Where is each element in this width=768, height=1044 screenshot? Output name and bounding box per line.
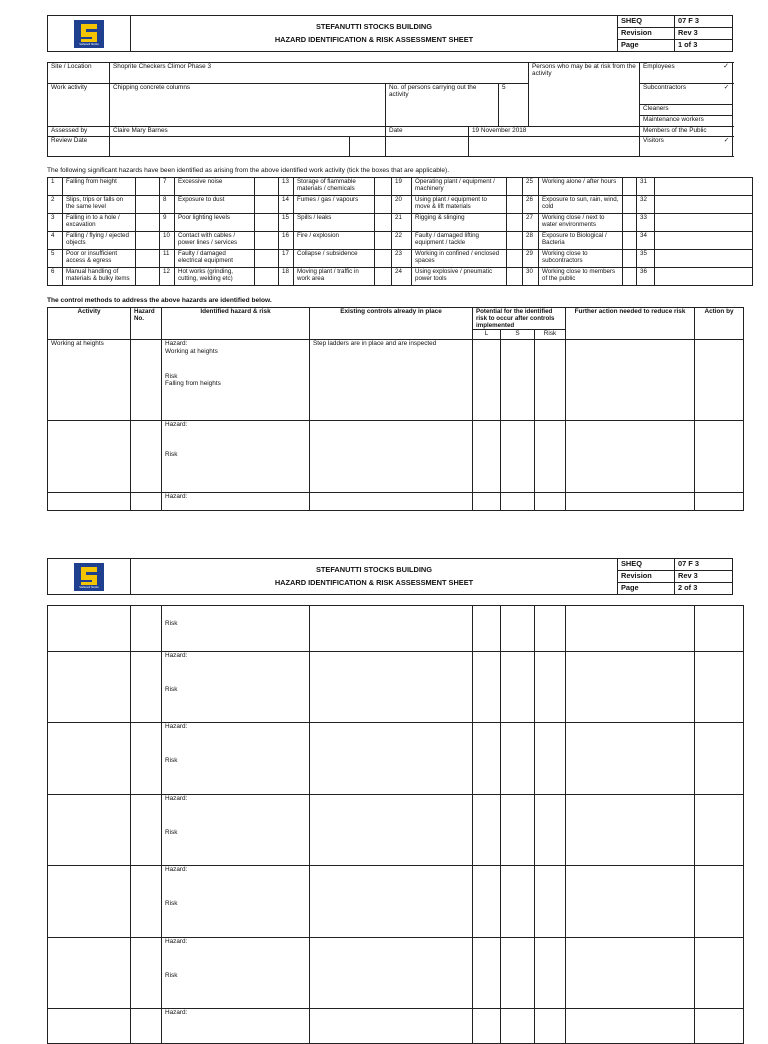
hazard-label: Hazard: (165, 652, 188, 659)
hazard-label (655, 196, 753, 214)
risk-label: Risk (165, 972, 178, 980)
sheq-value: 07 F 3 (675, 16, 733, 28)
hazard-label: Faulty / damaged lifting equipment / tackle (412, 232, 507, 250)
page1-header (47, 15, 733, 52)
hazard-number: 7 (160, 178, 175, 196)
hazard-number: 28 (523, 232, 539, 250)
hazard-checkbox[interactable] (623, 268, 637, 286)
hazard-checklist (47, 177, 753, 286)
col-further: Further action needed to reduce risk (566, 308, 695, 340)
hazard-number: 15 (279, 214, 294, 232)
at-risk-visitors: Visitors ✓ (640, 137, 733, 157)
hazard-row (48, 214, 753, 232)
col-action-by: Action by (695, 308, 744, 340)
hazard-label: Hazard: (165, 795, 188, 802)
hazard-checkbox[interactable] (136, 268, 160, 286)
hazard-checkbox[interactable] (623, 196, 637, 214)
hazard-label: Working close / next to water environments (539, 214, 623, 232)
hazard-checkbox[interactable] (375, 268, 392, 286)
hazard-checkbox[interactable] (623, 178, 637, 196)
hazard-label: Exposure to dust (175, 196, 255, 214)
col-existing: Existing controls already in place (310, 308, 473, 340)
hazards-intro: The following significant hazards have been identified as arising from the above identified work activity (tick the boxes that are applicable). (47, 167, 450, 174)
sheet-title: HAZARD IDENTIFICATION & RISK ASSESSMENT SHEET (274, 577, 474, 587)
hazard-label (655, 268, 753, 286)
hazard-number: 30 (523, 268, 539, 286)
revision-label: Revision (618, 571, 675, 583)
sheq-label: SHEQ (618, 559, 675, 571)
hazard-checkbox[interactable] (375, 214, 392, 232)
hazard-label: Storage of flammable materials / chemicals (294, 178, 375, 196)
hazard-label: Hazard: (165, 866, 188, 873)
hazard-number: 21 (392, 214, 412, 232)
hazard-label: Moving plant / traffic in work area (294, 268, 375, 286)
hazard-label: Hazard: (165, 1009, 188, 1016)
assessment-info (47, 62, 733, 157)
hazard-checkbox[interactable] (507, 232, 523, 250)
col-risk: Risk (535, 330, 566, 340)
risk-label: Risk (165, 900, 178, 908)
hazard-label: Using explosive / pneumatic power tools (412, 268, 507, 286)
hazard-number: 11 (160, 250, 175, 268)
hazard-checkbox[interactable] (136, 196, 160, 214)
risk-label: Risk (165, 686, 178, 694)
risk-label: Risk (165, 620, 178, 627)
risk-label: Risk (165, 829, 178, 837)
hazard-number: 19 (392, 178, 412, 196)
work-activity-value: Chipping concrete columns (110, 84, 386, 127)
table-row (48, 652, 744, 723)
hazard-number: 31 (637, 178, 655, 196)
at-risk-list-2: Subcontractors ✓ Cleaners Maintenance workers (640, 84, 733, 127)
assessed-by-value: Claire Mary Barnes (110, 127, 386, 137)
hazard-label: Excessive noise (175, 178, 255, 196)
date-value: 19 November 2018 (469, 127, 640, 137)
hazard-label: Operating plant / equipment / machinery (412, 178, 507, 196)
hazard-number: 9 (160, 214, 175, 232)
hazard-checkbox[interactable] (375, 250, 392, 268)
controls-table-continued (47, 605, 744, 1044)
hazard-label (655, 178, 753, 196)
page-label: Page (618, 40, 675, 52)
hazard-label (655, 214, 753, 232)
hazard-label: Working alone / after hours (539, 178, 623, 196)
persons-count-label: No. of persons carrying out the activity (386, 84, 499, 127)
col-activity: Activity (48, 308, 131, 340)
hazard-row (48, 250, 753, 268)
hazard-label: Manual handling of materials & bulky items (63, 268, 136, 286)
sheq-label: SHEQ (618, 16, 675, 28)
page-label: Page (618, 583, 675, 595)
hazard-checkbox[interactable] (136, 178, 160, 196)
hazard-checkbox[interactable] (623, 214, 637, 232)
table-row (48, 795, 744, 866)
table-row (48, 1009, 744, 1044)
hazard-number: 5 (48, 250, 63, 268)
hazard-checkbox[interactable] (507, 250, 523, 268)
hazard-row (48, 178, 753, 196)
hazard-checkbox[interactable] (623, 232, 637, 250)
hazard-label: Fumes / gas / vapours (294, 196, 375, 214)
col-s: S (501, 330, 535, 340)
hazard-checkbox[interactable] (136, 250, 160, 268)
hazard-number: 6 (48, 268, 63, 286)
hazard-number: 1 (48, 178, 63, 196)
site-label: Site / Location (48, 63, 110, 84)
hazard-checkbox[interactable] (255, 250, 279, 268)
at-risk-public: Members of the Public (640, 127, 733, 137)
hazard-number: 3 (48, 214, 63, 232)
page-number: 2 of 3 (675, 583, 733, 595)
hazard-label: Contact with cables / power lines / services (175, 232, 255, 250)
table-row (48, 723, 744, 795)
hazard-label: Collapse / subsidence (294, 250, 375, 268)
hazard-number: 34 (637, 232, 655, 250)
sheq-value: 07 F 3 (675, 559, 733, 571)
hazard-number: 35 (637, 250, 655, 268)
hazard-checkbox[interactable] (255, 178, 279, 196)
hazard-checkbox[interactable] (507, 196, 523, 214)
company-name: STEFANUTTI STOCKS BUILDING (315, 564, 433, 574)
hazard-number: 4 (48, 232, 63, 250)
hazard-number: 10 (160, 232, 175, 250)
at-risk-label: Persons who may be at risk from the activity (529, 63, 640, 127)
hazard-label: Faulty / damaged electrical equipment (175, 250, 255, 268)
hazard-label: Hot works (grinding, cutting, welding etc) (175, 268, 255, 286)
company-name: STEFANUTTI STOCKS BUILDING (315, 21, 433, 31)
hazard-checkbox[interactable] (507, 268, 523, 286)
hazard-number: 27 (523, 214, 539, 232)
revision-label: Revision (618, 28, 675, 40)
hazard-checkbox[interactable] (136, 214, 160, 232)
hazard-label: Falling in to a hole / excavation (63, 214, 136, 232)
table-row: Hazard: (48, 493, 744, 511)
hazard-label: Exposure to sun, rain, wind, cold (539, 196, 623, 214)
hazard-checkbox[interactable] (375, 178, 392, 196)
hazard-label: Rigging & slinging (412, 214, 507, 232)
company-logo: Stefanutti Stocks (74, 563, 104, 591)
hazard-label: Falling from height (63, 178, 136, 196)
revision-value: Rev 3 (675, 571, 733, 583)
hazard-label: Fire / explosion (294, 232, 375, 250)
hazard-number: 32 (637, 196, 655, 214)
risk-label: Risk (165, 757, 178, 765)
hazard-number: 8 (160, 196, 175, 214)
hazard-checkbox[interactable] (375, 196, 392, 214)
hazard-number: 17 (279, 250, 294, 268)
site-value: Shoprite Checkers Climor Phase 3 (110, 63, 529, 84)
hazard-number: 18 (279, 268, 294, 286)
page-number: 1 of 3 (675, 40, 733, 52)
hazard-number: 22 (392, 232, 412, 250)
hazard-label: Working close to subcontractors (539, 250, 623, 268)
table-row (48, 606, 744, 652)
work-activity-label: Work activity (48, 84, 110, 127)
hazard-number: 29 (523, 250, 539, 268)
at-risk-list: Employees ✓ (640, 63, 733, 84)
hazard-checkbox[interactable] (507, 178, 523, 196)
page2-header (47, 558, 733, 595)
hazard-number: 13 (279, 178, 294, 196)
hazard-checkbox[interactable] (255, 196, 279, 214)
hazard-number: 14 (279, 196, 294, 214)
controls-intro: The control methods to address the above hazards are identified below. (47, 297, 272, 304)
persons-count-value: 5 (499, 84, 529, 127)
hazard-label (655, 250, 753, 268)
hazard-label: Hazard: (165, 938, 188, 945)
hazard-checkbox[interactable] (255, 232, 279, 250)
hazard-label: Poor or insufficient access & egress (63, 250, 136, 268)
revision-value: Rev 3 (675, 28, 733, 40)
col-l: L (473, 330, 501, 340)
table-row: Hazard: Risk (48, 421, 744, 493)
hazard-row (48, 268, 753, 286)
hazard-checkbox[interactable] (623, 250, 637, 268)
hazard-number: 23 (392, 250, 412, 268)
sheet-title: HAZARD IDENTIFICATION & RISK ASSESSMENT SHEET (274, 34, 474, 44)
hazard-number: 26 (523, 196, 539, 214)
hazard-row (48, 196, 753, 214)
hazard-number: 25 (523, 178, 539, 196)
document-title (131, 16, 618, 52)
hazard-checkbox[interactable] (255, 214, 279, 232)
hazard-label: Hazard: (165, 723, 188, 730)
hazard-checkbox[interactable] (375, 232, 392, 250)
table-row (48, 938, 744, 1009)
document-title (131, 559, 618, 595)
col-hazard-no: Hazard No. (131, 308, 162, 340)
hazard-label: Spills / leaks (294, 214, 375, 232)
hazard-label: Using plant / equipment to move & lift materials (412, 196, 507, 214)
table-row: Working at heights Hazard: Working at heights Risk Falling from heights Step ladders are in place and are inspected (48, 340, 744, 421)
hazard-label: Falling / flying / ejected objects (63, 232, 136, 250)
hazard-checkbox[interactable] (507, 214, 523, 232)
hazard-checkbox[interactable] (255, 268, 279, 286)
logo-cell (48, 559, 131, 595)
hazard-checkbox[interactable] (136, 232, 160, 250)
hazard-label: Slips, trips or falls on the same level (63, 196, 136, 214)
hazard-row (48, 232, 753, 250)
col-potential: Potential for the identified risk to occur after controls implemented (473, 308, 566, 330)
col-identified: Identified hazard & risk (162, 308, 310, 340)
logo-cell (48, 16, 131, 52)
hazard-label: Poor lighting levels (175, 214, 255, 232)
company-logo: Stefanutti Stocks (74, 20, 104, 48)
hazard-label (655, 232, 753, 250)
hazard-number: 16 (279, 232, 294, 250)
assessed-by-label: Assessed by (48, 127, 110, 137)
date-label: Date (386, 127, 469, 137)
hazard-label: Exposure to Biological / Bacteria (539, 232, 623, 250)
hazard-number: 12 (160, 268, 175, 286)
review-date-label: Review Date (48, 137, 110, 157)
hazard-number: 20 (392, 196, 412, 214)
hazard-number: 36 (637, 268, 655, 286)
controls-table (47, 307, 744, 511)
hazard-number: 24 (392, 268, 412, 286)
table-row (48, 866, 744, 938)
hazard-label: Working in confined / enclosed spaces (412, 250, 507, 268)
hazard-number: 2 (48, 196, 63, 214)
hazard-label: Working close to members of the public (539, 268, 623, 286)
hazard-number: 33 (637, 214, 655, 232)
